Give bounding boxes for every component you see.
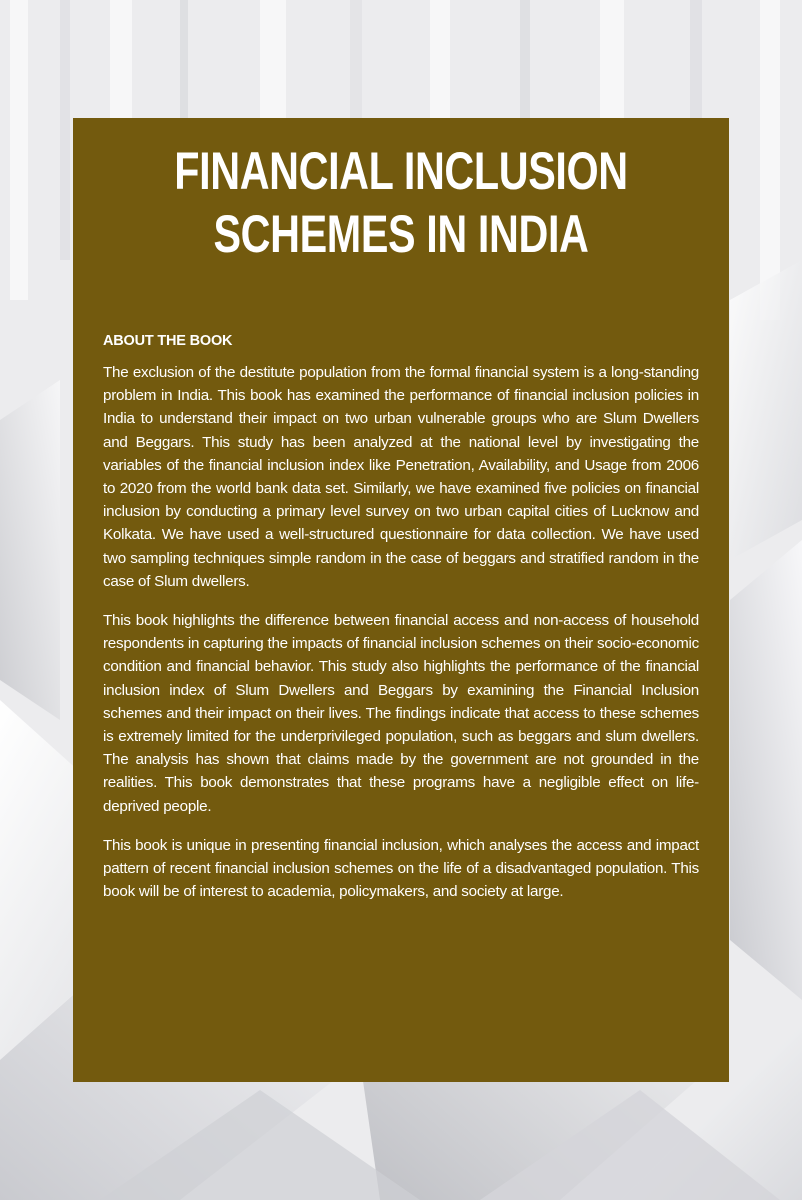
- book-title: [169, 140, 634, 266]
- paragraph-2: This book highlights the difference between financial access and non-access of household respondents in capturing the impacts of financial inclusion schemes on their socio-economic condition and financial behavior. This study also highlights the performance of the financial inclusion index of Slum Dwellers and Beggars by examining the Financial Inclusion schemes and their impact on their lives. The findings indicate that access to these schemes is extremely limited for the underprivileged population, such as beggars and slum dwellers. The analysis has shown that claims made by the government are not grounded in the realities. This book demonstrates that these programs have a negligible effect on life-deprived people.: [103, 612, 699, 815]
- paragraph-3: This book is unique in presenting financial inclusion, which analyses the access and impact pattern of recent financial inclusion schemes on the life of a disadvantaged population. This book will be of interest to academia, policymakers, and society at large.: [103, 836, 699, 901]
- book-title-line-1: FINANCIAL INCLUSION: [174, 142, 628, 201]
- about-panel: [73, 118, 729, 1082]
- paragraph-1: The exclusion of the destitute population from the formal financial system is a long-standing problem in India. This book has examined the performance of financial inclusion policies in India to understand their impact on two urban vulnerable groups who are Slum Dwellers and Beggars. This study has been analyzed at the national level by investigating the variables of the financial inclusion index like Penetration, Availability, and Usage from 2006 to 2020 from the world bank data set. Similarly, we have examined five policies on financial inclusion by conducting a primary level survey on two urban capital cities of Lucknow and Kolkata. We have used a well-structured questionnaire for data collection. We have used two sampling techniques simple random in the case of beggars and stratified random in the case of Slum dwellers.: [103, 364, 699, 590]
- section-heading: ABOUT THE BOOK: [103, 333, 233, 349]
- book-title-line-2: SCHEMES IN INDIA: [213, 205, 589, 264]
